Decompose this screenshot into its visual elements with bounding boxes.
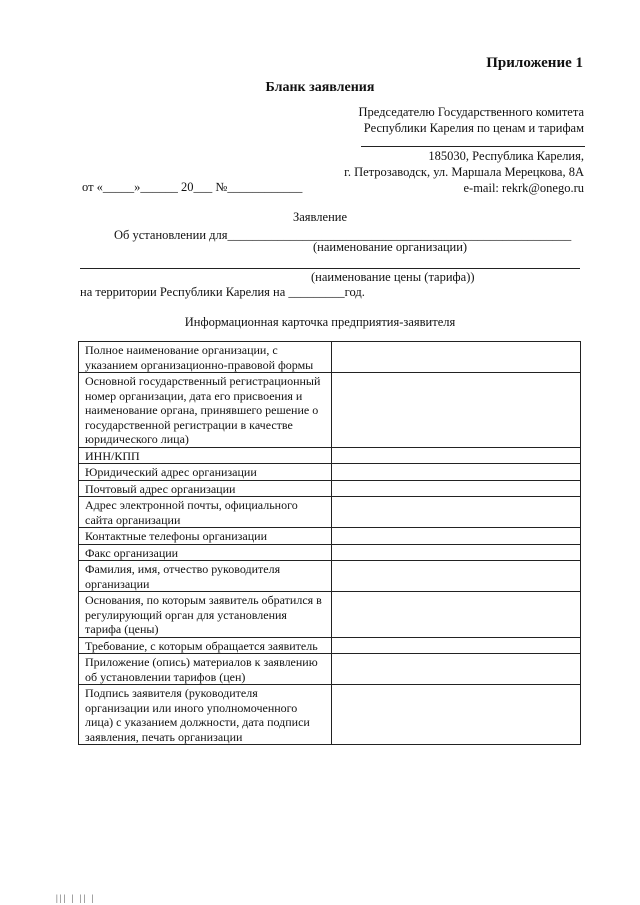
statement-line-org: Об установлении для_______________________________________________________ xyxy=(114,228,572,242)
row-value-field[interactable] xyxy=(332,373,581,448)
row-value-field[interactable] xyxy=(332,447,581,464)
table-row xyxy=(79,637,581,654)
row-label: Подпись заявителя (руководителя организации или иного уполномоченного лица) с указанием должности, дата подписи заявления, печать организации xyxy=(79,685,332,745)
table-row xyxy=(79,544,581,561)
table-row xyxy=(79,497,581,528)
row-value-field[interactable] xyxy=(332,592,581,638)
row-value-field[interactable] xyxy=(332,544,581,561)
table-row xyxy=(79,480,581,497)
row-label: Основания, по которым заявитель обратился в регулирующий орган для установления тарифа (цены) xyxy=(79,592,332,638)
row-label: Факс организации xyxy=(79,544,332,561)
row-value-field[interactable] xyxy=(332,480,581,497)
table-row xyxy=(79,685,581,745)
row-label: Основной государственный регистрационный номер организации, дата его присвоения и наименование органа, принявшего решение о государственной регистрации в качестве юридического лица) xyxy=(79,373,332,448)
statement-line-year: на территории Республики Карелия на _________год. xyxy=(80,285,365,299)
info-card-table xyxy=(78,341,581,745)
form-title: Бланк заявления xyxy=(265,80,375,95)
row-value-field[interactable] xyxy=(332,464,581,481)
row-value-field[interactable] xyxy=(332,561,581,592)
appendix-label: Приложение 1 xyxy=(486,55,583,71)
row-label: Приложение (опись) материалов к заявлению об установлении тарифов (цен) xyxy=(79,654,332,685)
table-row xyxy=(79,592,581,638)
addressee-block xyxy=(358,104,584,136)
row-label: Почтовый адрес организации xyxy=(79,480,332,497)
row-value-field[interactable] xyxy=(332,637,581,654)
row-label: Требование, с которым обращается заявитель xyxy=(79,637,332,654)
row-label: Полное наименование организации, с указанием организационно-правовой формы xyxy=(79,342,332,373)
hint-tariff: (наименование цены (тарифа)) xyxy=(311,270,475,284)
table-row xyxy=(79,561,581,592)
row-value-field[interactable] xyxy=(332,654,581,685)
table-row xyxy=(79,447,581,464)
row-label: Контактные телефоны организации xyxy=(79,528,332,545)
address-block xyxy=(344,148,584,196)
row-value-field[interactable] xyxy=(332,497,581,528)
addressee-line: Республики Карелия по ценам и тарифам xyxy=(363,121,584,135)
row-value-field[interactable] xyxy=(332,342,581,373)
table-row xyxy=(79,528,581,545)
table-row xyxy=(79,654,581,685)
row-label: Юридический адрес организации xyxy=(79,464,332,481)
card-title: Информационная карточка предприятия-заявителя xyxy=(184,315,456,329)
table-row xyxy=(79,464,581,481)
hint-organization: (наименование организации) xyxy=(313,240,468,254)
tariff-name-blank xyxy=(80,268,580,269)
statement-title: Заявление xyxy=(292,210,347,224)
table-row xyxy=(79,373,581,448)
addressee-line: Председателю Государственного комитета xyxy=(358,105,584,119)
address-line: 185030, Республика Карелия, xyxy=(428,149,584,163)
row-value-field[interactable] xyxy=(332,528,581,545)
row-label: Адрес электронной почты, официального сайта организации xyxy=(79,497,332,528)
address-email: e-mail: rekrk@onego.ru xyxy=(463,181,584,195)
addressee-underline xyxy=(361,146,585,147)
date-number-line: от «_____»______ 20___ №____________ xyxy=(82,180,303,194)
row-value-field[interactable] xyxy=(332,685,581,745)
row-label: Фамилия, имя, отчество руководителя организации xyxy=(79,561,332,592)
address-line: г. Петрозаводск, ул. Маршала Мерецкова, 8А xyxy=(344,165,584,179)
row-label: ИНН/КПП xyxy=(79,447,332,464)
table-row xyxy=(79,342,581,373)
scan-marks: ||| | || | xyxy=(56,893,96,903)
